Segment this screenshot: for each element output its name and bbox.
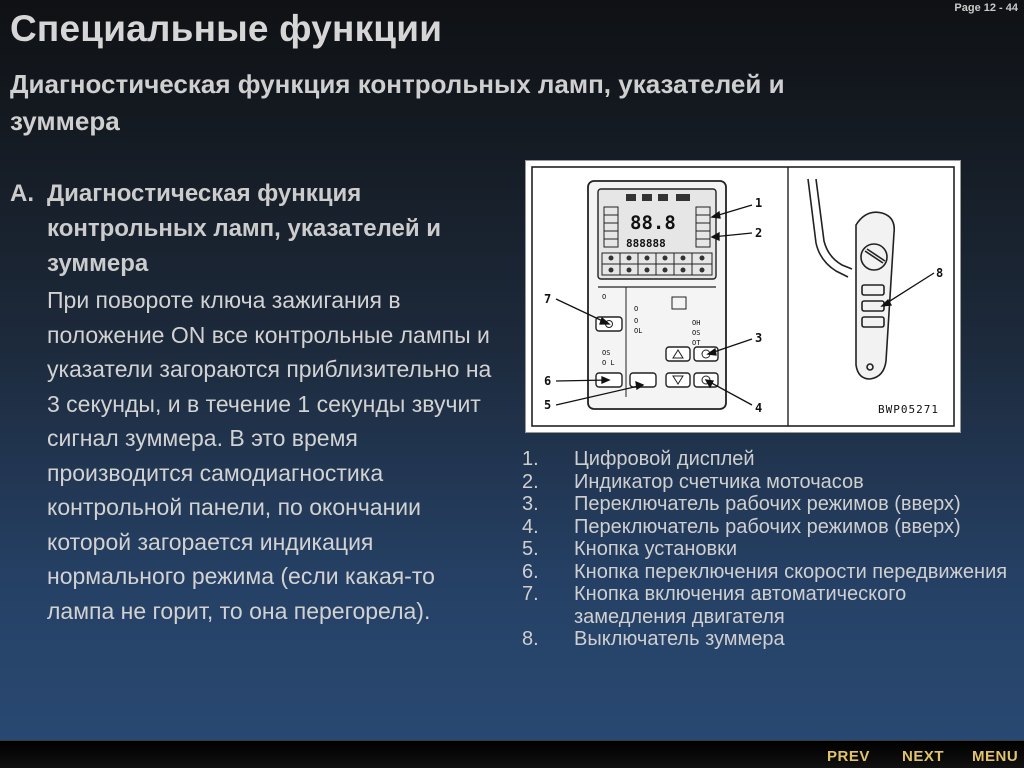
svg-text:O: O bbox=[602, 293, 607, 301]
svg-text:OT: OT bbox=[692, 339, 701, 347]
page-subtitle: Диагностическая функция контрольных ламп, указателей и зуммера bbox=[10, 69, 785, 136]
legend-item: 5. Кнопка установки bbox=[522, 538, 738, 560]
svg-text:4: 4 bbox=[755, 401, 763, 415]
diagram-svg bbox=[526, 161, 960, 432]
section-body-text: При повороте ключа зажигания в положение ON все контрольные лампы и указатели загораются приблизительно на 3 секунды, и в течение 1 секунды звучит сигнал зуммера. В это время производится самодиагностика контрольной панели, по окончании которой загорается индикация нормального режима (если какая-то лампа не горит, то она перегорела). bbox=[47, 287, 492, 624]
menu-button[interactable]: MENU bbox=[972, 748, 1019, 765]
figure-code: BWP05271 bbox=[878, 403, 939, 416]
svg-text:OH: OH bbox=[692, 319, 701, 327]
legend-item: 1. Цифровой дисплей bbox=[522, 448, 755, 470]
svg-text:7: 7 bbox=[544, 292, 552, 306]
bottom-nav-bar bbox=[0, 740, 1024, 768]
legend-item: 3. Переключатель рабочих режимов (вверх) bbox=[522, 493, 961, 515]
next-button[interactable]: NEXT bbox=[902, 748, 945, 765]
svg-text:8: 8 bbox=[936, 266, 944, 280]
svg-text:O: O bbox=[634, 305, 639, 313]
legend-item: 4. Переключатель рабочих режимов (вверх) bbox=[522, 515, 961, 538]
digital-display-digits: 88.8 bbox=[630, 212, 676, 234]
svg-text:OS: OS bbox=[602, 349, 611, 357]
section-heading-text: Диагностическая функция контрольных ламп, указателей и зуммера bbox=[47, 180, 442, 277]
legend-item: 2. Индикатор счетчика моточасов bbox=[522, 470, 864, 493]
svg-text:2: 2 bbox=[755, 226, 763, 240]
svg-text:OS: OS bbox=[692, 329, 701, 337]
section-letter: A. bbox=[10, 180, 34, 207]
callout-legend bbox=[522, 448, 1022, 651]
side-switch-panel bbox=[808, 179, 894, 379]
hour-meter-digits: 888888 bbox=[626, 237, 666, 250]
svg-text:5: 5 bbox=[544, 398, 552, 412]
top-icon-row bbox=[626, 194, 690, 201]
legend-item: 7. Кнопка включения автоматического замедления двигателя bbox=[522, 583, 907, 628]
page-title: Специальные функции bbox=[10, 8, 443, 49]
svg-text:1: 1 bbox=[755, 196, 763, 210]
legend-item: 8. Выключатель зуммера bbox=[522, 628, 785, 650]
page-number: Page 12 - 44 bbox=[954, 2, 1018, 14]
section-heading bbox=[10, 176, 500, 281]
svg-text:O: O bbox=[634, 317, 639, 325]
svg-text:OL: OL bbox=[634, 327, 643, 335]
legend-item: 6. Кнопка переключения скорости передвижения bbox=[522, 560, 1008, 583]
svg-text:O L: O L bbox=[602, 359, 615, 367]
svg-text:6: 6 bbox=[544, 374, 552, 388]
prev-button[interactable]: PREV bbox=[827, 748, 870, 765]
svg-text:3: 3 bbox=[755, 331, 763, 345]
monitor-panel-diagram bbox=[525, 160, 961, 433]
display-window bbox=[598, 189, 716, 279]
